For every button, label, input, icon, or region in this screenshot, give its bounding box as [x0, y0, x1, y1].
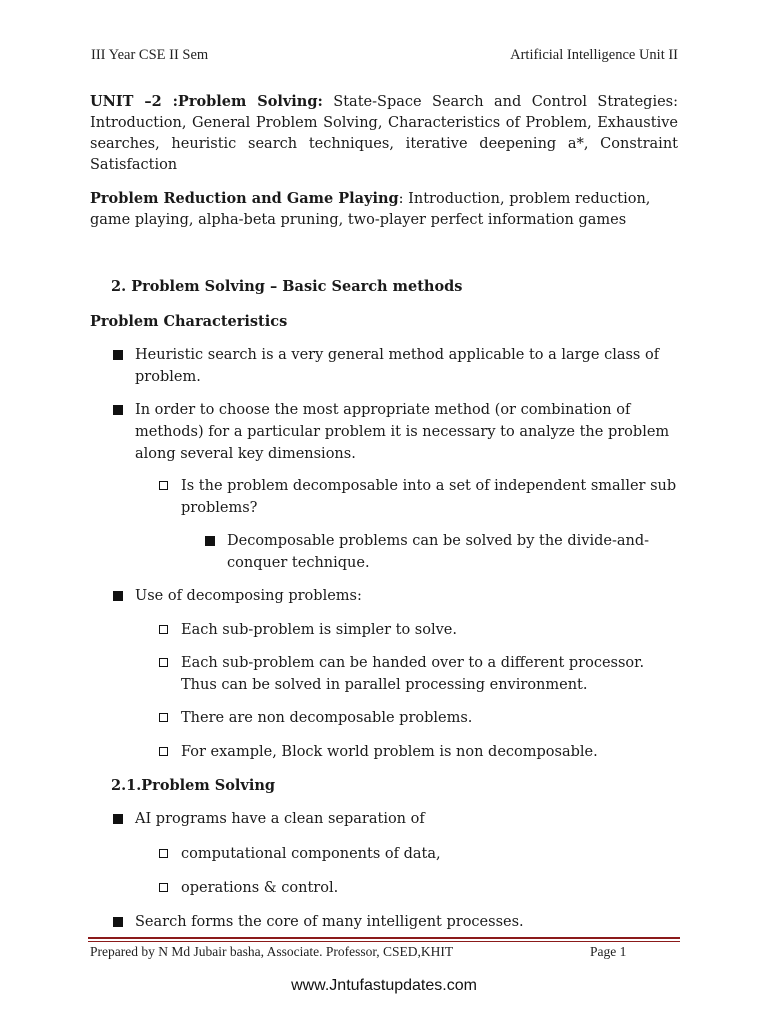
- reduction-topics: : Introduction, problem reduction, game playing, alpha-beta pruning, two-player perfect information games: [90, 191, 651, 228]
- list-item: Search forms the core of many intelligent processes.: [113, 911, 679, 933]
- hollow-square-bullet-icon: [159, 713, 168, 722]
- footer-page-number: Page 1: [590, 944, 627, 959]
- section-number: 2.: [111, 278, 127, 295]
- footer-author: Prepared by N Md Jubair basha, Associate. Professor, CSED,KHIT: [90, 944, 454, 959]
- filled-square-bullet-icon: [113, 591, 123, 601]
- footer-rule: [88, 937, 680, 939]
- list-item: AI programs have a clean separation of: [113, 808, 679, 830]
- filled-square-bullet-icon: [113, 405, 123, 415]
- hollow-square-bullet-icon: [159, 625, 168, 634]
- hollow-square-bullet-icon: [159, 658, 168, 667]
- filled-square-bullet-icon: [113, 814, 123, 824]
- hollow-square-bullet-icon: [159, 849, 168, 858]
- section-2-heading: [111, 278, 462, 295]
- list-item: Each sub-problem is simpler to solve.: [159, 619, 679, 641]
- list-item: operations & control.: [159, 877, 679, 899]
- header-course: III Year CSE II Sem: [91, 47, 209, 63]
- list-item: There are non decomposable problems.: [159, 707, 679, 729]
- unit-syllabus-paragraph: [90, 91, 678, 176]
- filled-square-bullet-icon: [205, 536, 215, 546]
- website-link[interactable]: www.Jntufastupdates.com: [291, 977, 477, 994]
- header-subject: Artificial Intelligence Unit II: [510, 47, 678, 63]
- problem-characteristics-heading: Problem Characteristics: [90, 313, 288, 330]
- section-title: Problem Solving – Basic Search methods: [131, 278, 463, 295]
- hollow-square-bullet-icon: [159, 883, 168, 892]
- reduction-syllabus-paragraph: [90, 188, 678, 231]
- list-item: Heuristic search is a very general method applicable to a large class of problem.: [113, 344, 679, 388]
- filled-square-bullet-icon: [113, 917, 123, 927]
- list-item: For example, Block world problem is non decomposable.: [159, 741, 679, 763]
- unit-topics: State-Space Search and Control Strategies: Introduction, General Problem Solving, Characteristics of Problem, Exhaustive searches, heuristic search techniques, iterative deepening a*, Constraint Satisfaction: [90, 94, 679, 173]
- hollow-square-bullet-icon: [159, 747, 168, 756]
- filled-square-bullet-icon: [113, 350, 123, 360]
- footer-rule-thin: [88, 941, 680, 942]
- list-item: Each sub-problem can be handed over to a different processor. Thus can be solved in parallel processing environment.: [159, 652, 679, 696]
- section-2-1-heading: 2.1.Problem Solving: [111, 777, 276, 794]
- reduction-label: Problem Reduction and Game Playing: [90, 190, 399, 207]
- list-item: computational components of data,: [159, 843, 679, 865]
- list-item: Decomposable problems can be solved by the divide-and-conquer technique.: [205, 530, 679, 574]
- list-item: Is the problem decomposable into a set of independent smaller sub problems?: [159, 475, 679, 519]
- list-item: Use of decomposing problems:: [113, 585, 679, 607]
- hollow-square-bullet-icon: [159, 481, 168, 490]
- list-item: In order to choose the most appropriate method (or combination of methods) for a particular problem it is necessary to analyze the problem along several key dimensions.: [113, 399, 679, 465]
- unit-label: UNIT –2 :Problem Solving:: [90, 93, 323, 110]
